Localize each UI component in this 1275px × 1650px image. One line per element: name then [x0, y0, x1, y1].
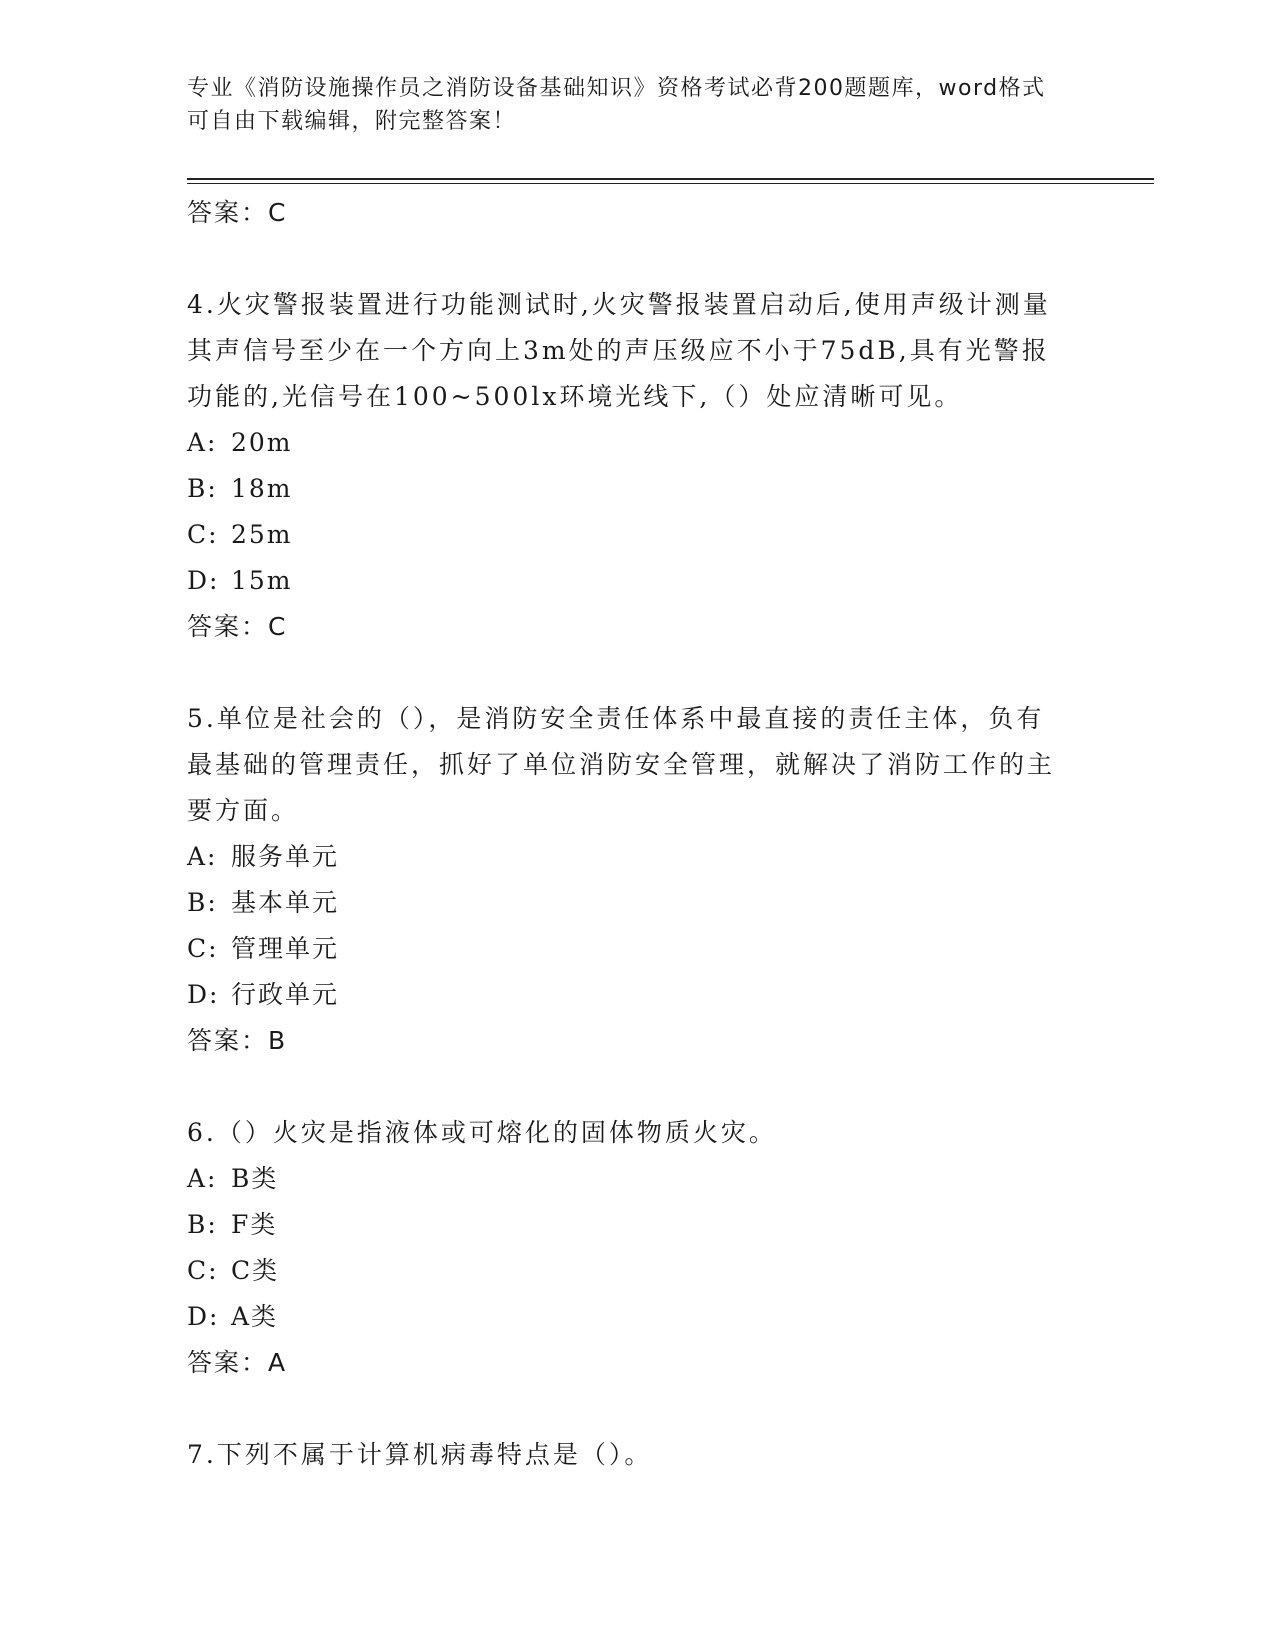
option-b — [187, 1202, 1067, 1248]
document-body — [187, 190, 1067, 1478]
answer-line: 答案：A — [187, 1348, 288, 1377]
option-key: C: — [187, 520, 219, 549]
question-block — [187, 1432, 1067, 1478]
question-text: 5.单位是社会的（），是消防安全责任体系中最直接的责任主体，负有最基础的管理责任，抓好了单位消防安全管理，就解决了消防工作的主要方面。 — [187, 704, 1056, 825]
option-text: 15m — [231, 566, 293, 595]
option-key: B: — [187, 1210, 218, 1239]
page-header — [187, 72, 1067, 138]
option-key: C: — [187, 1256, 219, 1285]
option-text: 25m — [231, 520, 293, 549]
spacer — [187, 650, 1067, 696]
question-text: 7.下列不属于计算机病毒特点是（）。 — [187, 1440, 653, 1469]
option-c — [187, 926, 1067, 972]
option-key: A: — [187, 842, 218, 871]
option-key: B: — [187, 888, 218, 917]
option-key: D: — [187, 980, 220, 1009]
option-c — [187, 1248, 1067, 1294]
option-a — [187, 420, 1067, 466]
option-a — [187, 834, 1067, 880]
answer-line: 答案：B — [187, 1026, 288, 1055]
header-divider-thick — [187, 178, 1154, 180]
option-text: F类 — [231, 1210, 278, 1239]
option-key: A: — [187, 428, 218, 457]
spacer — [187, 236, 1067, 282]
spacer — [187, 1386, 1067, 1432]
question-text: 4.火灾警报装置进行功能测试时,火灾警报装置启动后,使用声级计测量其声信号至少在一个方向上3m处的声压级应不小于75dB,具有光警报功能的,光信号在100~500lx环境光线下,（）处应清晰可见。 — [187, 290, 1051, 411]
option-b — [187, 880, 1067, 926]
option-key: C: — [187, 934, 219, 963]
option-key: B: — [187, 474, 218, 503]
option-text: 服务单元 — [231, 842, 340, 871]
option-text: 管理单元 — [231, 934, 340, 963]
answer-line: 答案：C — [187, 612, 288, 641]
spacer — [187, 1064, 1067, 1110]
option-key: A: — [187, 1164, 218, 1193]
option-text: B类 — [231, 1164, 279, 1193]
option-text: A类 — [231, 1302, 279, 1331]
header-divider-thin — [187, 183, 1154, 184]
option-text: 基本单元 — [231, 888, 340, 917]
option-b — [187, 466, 1067, 512]
question-text: 6.（）火灾是指液体或可熔化的固体物质火灾。 — [187, 1118, 777, 1147]
question-block — [187, 282, 1067, 650]
option-a — [187, 1156, 1067, 1202]
option-d — [187, 972, 1067, 1018]
option-text: 行政单元 — [231, 980, 340, 1009]
option-d — [187, 1294, 1067, 1340]
option-text: C类 — [231, 1256, 280, 1285]
option-text: 20m — [231, 428, 293, 457]
question-block — [187, 696, 1067, 1064]
option-d — [187, 558, 1067, 604]
header-title: 专业《消防设施操作员之消防设备基础知识》资格考试必背200题题库，word格式可自由下载编辑，附完整答案！ — [187, 76, 1046, 134]
option-key: D: — [187, 566, 220, 595]
option-key: D: — [187, 1302, 220, 1331]
answer-line: 答案：C — [187, 198, 288, 227]
option-c — [187, 512, 1067, 558]
question-block — [187, 1110, 1067, 1386]
option-text: 18m — [231, 474, 293, 503]
